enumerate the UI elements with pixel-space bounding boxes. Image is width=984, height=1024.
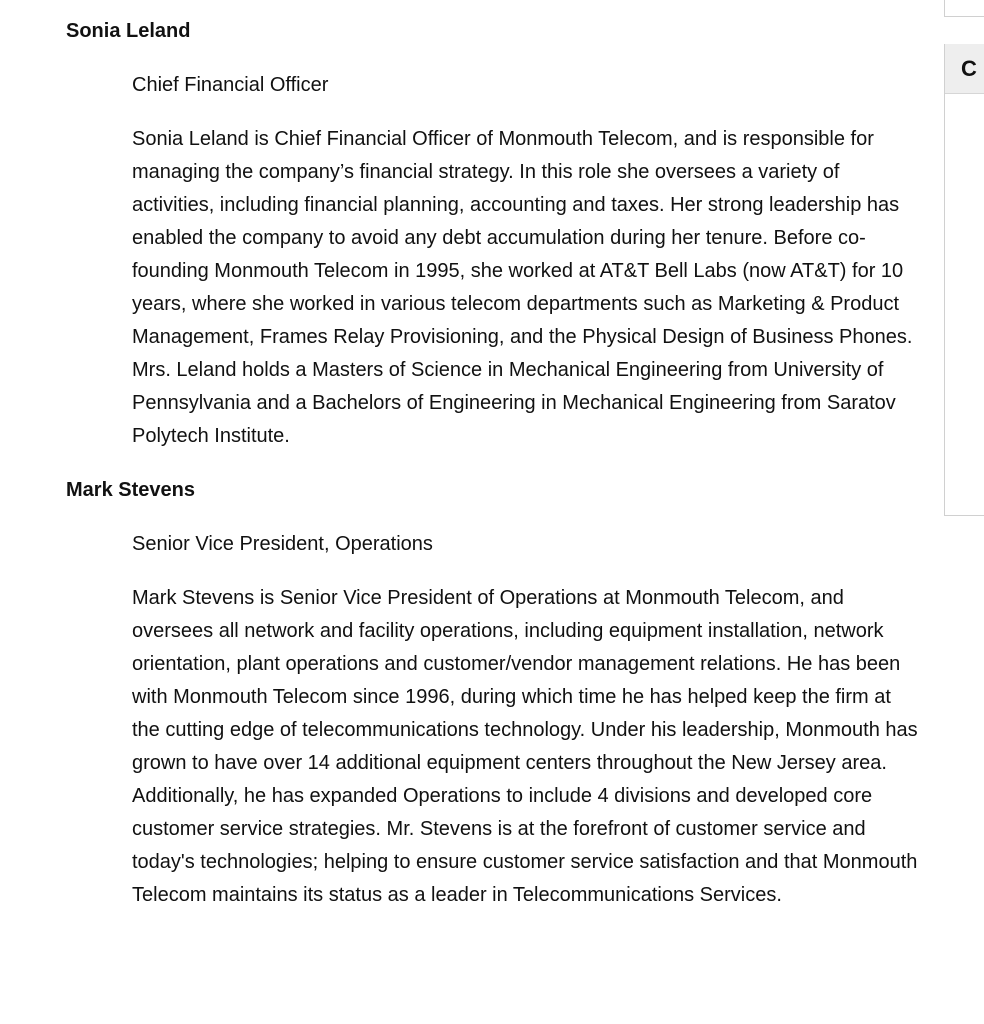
sidebar-header: C — [945, 44, 984, 94]
sidebar-panel — [944, 44, 984, 516]
person-title: Chief Financial Officer — [132, 74, 329, 96]
person-name: Sonia Leland — [66, 20, 191, 42]
person-bio: Mark Stevens is Senior Vice President of Operations at Monmouth Telecom, and oversees all network and facility operations, including equipment installation, network orientation, plant operations and customer/vendor management relations. He has been with Monmouth Telecom since 1996, during which time he has helped keep the firm at the cutting edge of telecommunications technology. Under his leadership, Monmouth has grown to have over 14 additional equipment centers throughout the New Jersey area. Additionally, he has expanded Operations to include 4 divisions and developed core customer service strategies. Mr. Stevens is at the forefront of customer service and today's technologies; helping to ensure customer service satisfaction and that Monmouth Telecom maintains its status as a leader in Telecommunications Services. — [132, 587, 918, 906]
person-title: Senior Vice President, Operations — [132, 533, 433, 555]
person-bio: Sonia Leland is Chief Financial Officer of Monmouth Telecom, and is responsible for managing the company’s financial strategy. In this role she oversees a variety of activities, including financial planning, accounting and taxes. Her strong leadership has enabled the company to avoid any debt accumulation during her tenure. Before co-founding Monmouth Telecom in 1995, she worked at AT&T Bell Labs (now AT&T) for 10 years, where she worked in various telecom departments such as Marketing & Product Management, Frames Relay Provisioning, and the Physical Design of Business Phones. Mrs. Leland holds a Masters of Science in Mechanical Engineering from University of Pennsylvania and a Bachelors of Engineering in Mechanical Engineering from Saratov Polytech Institute. — [132, 128, 913, 447]
sidebar-widget-top — [944, 0, 984, 17]
person-entry — [66, 474, 926, 912]
person-name: Mark Stevens — [66, 479, 195, 501]
leadership-list — [66, 15, 926, 933]
person-entry — [66, 15, 926, 453]
